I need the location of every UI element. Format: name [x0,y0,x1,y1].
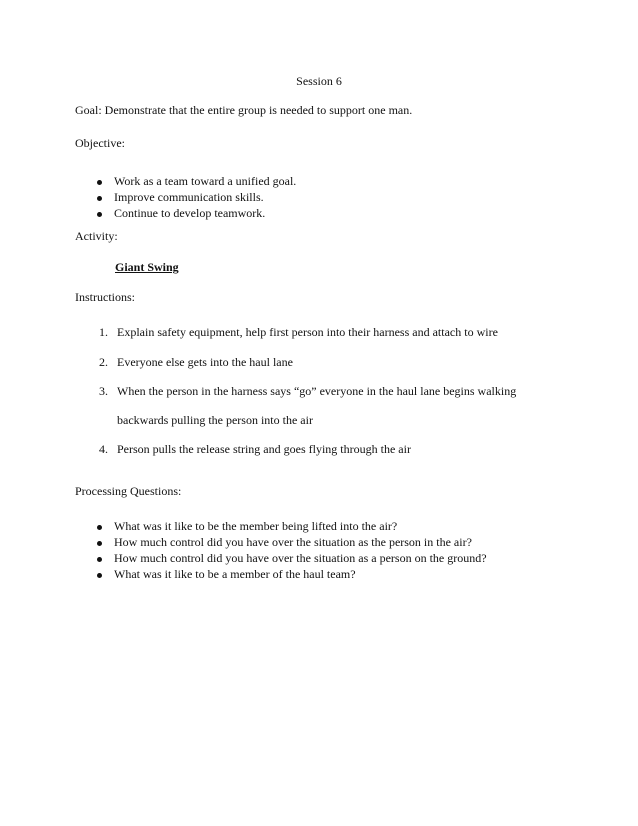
bullet-icon [97,180,102,185]
step-text-continuation: backwards pulling the person into the air [117,413,313,427]
bullet-icon [97,557,102,562]
question-item: How much control did you have over the situation as the person in the air? [114,535,472,549]
step-text: Person pulls the release string and goes flying through the air [117,442,411,456]
activity-name: Giant Swing [115,260,179,274]
step-number: 1. [99,325,108,339]
bullet-icon [97,525,102,530]
bullet-icon [97,573,102,578]
objective-item: Work as a team toward a unified goal. [114,174,297,188]
step-text: Explain safety equipment, help first person into their harness and attach to wire [117,325,498,339]
step-text: Everyone else gets into the haul lane [117,355,293,369]
objective-label: Objective: [75,136,125,150]
activity-label: Activity: [75,229,118,243]
objective-item: Improve communication skills. [114,190,264,204]
step-number: 2. [99,355,108,369]
bullet-icon [97,212,102,217]
question-item: How much control did you have over the situation as a person on the ground? [114,551,487,565]
step-text: When the person in the harness says “go” everyone in the haul lane begins walking [117,384,517,398]
instructions-label: Instructions: [75,290,135,304]
bullet-icon [97,541,102,546]
step-number: 4. [99,442,108,456]
step-number: 3. [99,384,108,398]
bullet-icon [97,196,102,201]
question-item: What was it like to be a member of the haul team? [114,567,356,581]
goal-text: Goal: Demonstrate that the entire group is needed to support one man. [75,103,413,117]
processing-label: Processing Questions: [75,484,182,498]
question-item: What was it like to be the member being lifted into the air? [114,519,398,533]
session-title: Session 6 [296,74,342,88]
objective-item: Continue to develop teamwork. [114,206,266,220]
